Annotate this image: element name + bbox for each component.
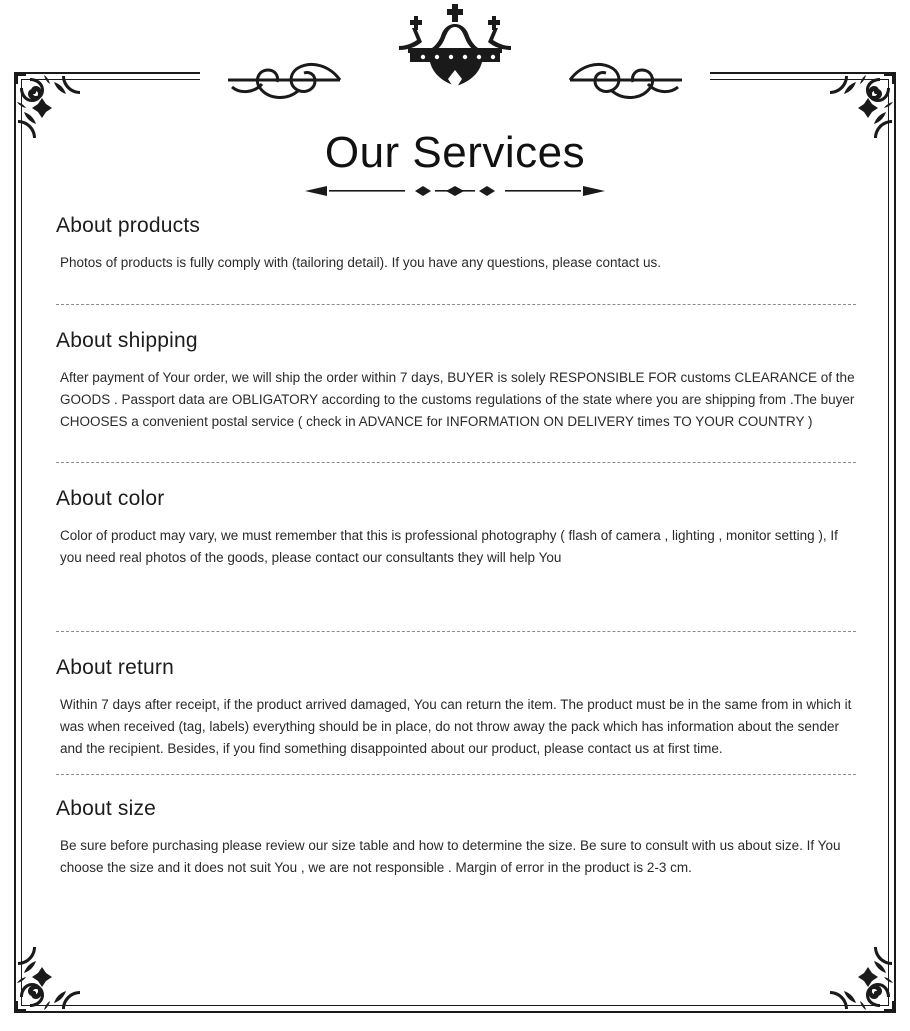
flourish-ornament-left	[228, 58, 458, 118]
section-about-size	[56, 797, 856, 879]
spacer	[56, 432, 856, 462]
section-body: Photos of products is fully comply with (tailoring detail). If you have any questions, please contact us.	[60, 255, 662, 270]
section-body: Color of product may vary, we must remember that this is professional photography ( flash of camera , lighting , monitor setting ), If you need real photos of the goods, please contact our consultants they will help You	[60, 528, 838, 566]
section-about-shipping	[56, 329, 856, 433]
section-about-return	[56, 656, 856, 760]
section-heading: About shipping	[56, 328, 198, 352]
section-about-products	[56, 212, 856, 274]
section-body: After payment of Your order, we will ship the order within 7 days, BUYER is solely RESPONSIBLE FOR customs CLEARANCE of the GOODS . Passport data are OBLIGATORY according to the customs regulations of the state where you are shipping from .The buyer CHOOSES a convenient postal service ( check in ADVANCE for INFORMATION ON DELIVERY times TO YOUR COUNTRY )	[60, 369, 855, 429]
banner-header	[0, 0, 910, 200]
page-title: Our Services	[324, 128, 586, 177]
section-body: Within 7 days after receipt, if the product arrived damaged, You can return the item. The product must be in the same from in which it was when received (tag, labels) everything should be in place, do not throw away the pack which has information about the sender and the recipient. Besides, if you find something disappointed about our product, please contact us at first time.	[60, 697, 852, 756]
corner-ornament-bottom-right	[808, 925, 900, 1017]
section-body: Be sure before purchasing please review our size table and how to determine the size. Be sure to consult with us about size. If You choose the size and it does not suit You , we are not responsible . Margin of error in the product is 2-3 cm.	[60, 837, 841, 875]
section-heading: About size	[56, 796, 157, 820]
services-content	[56, 212, 856, 878]
flourish-ornament-right	[452, 58, 682, 118]
corner-ornament-bottom-left	[10, 925, 102, 1017]
section-heading: About color	[56, 487, 165, 511]
spacer	[56, 305, 856, 329]
spacer	[56, 775, 856, 797]
spacer	[56, 632, 856, 656]
section-heading: About return	[56, 656, 174, 680]
spacer	[56, 274, 856, 304]
section-about-color	[56, 487, 856, 569]
spacer	[56, 463, 856, 487]
diamond-rule-ornament	[305, 184, 605, 198]
spacer	[56, 569, 856, 631]
section-heading: About products	[56, 214, 201, 237]
spacer	[56, 760, 856, 774]
